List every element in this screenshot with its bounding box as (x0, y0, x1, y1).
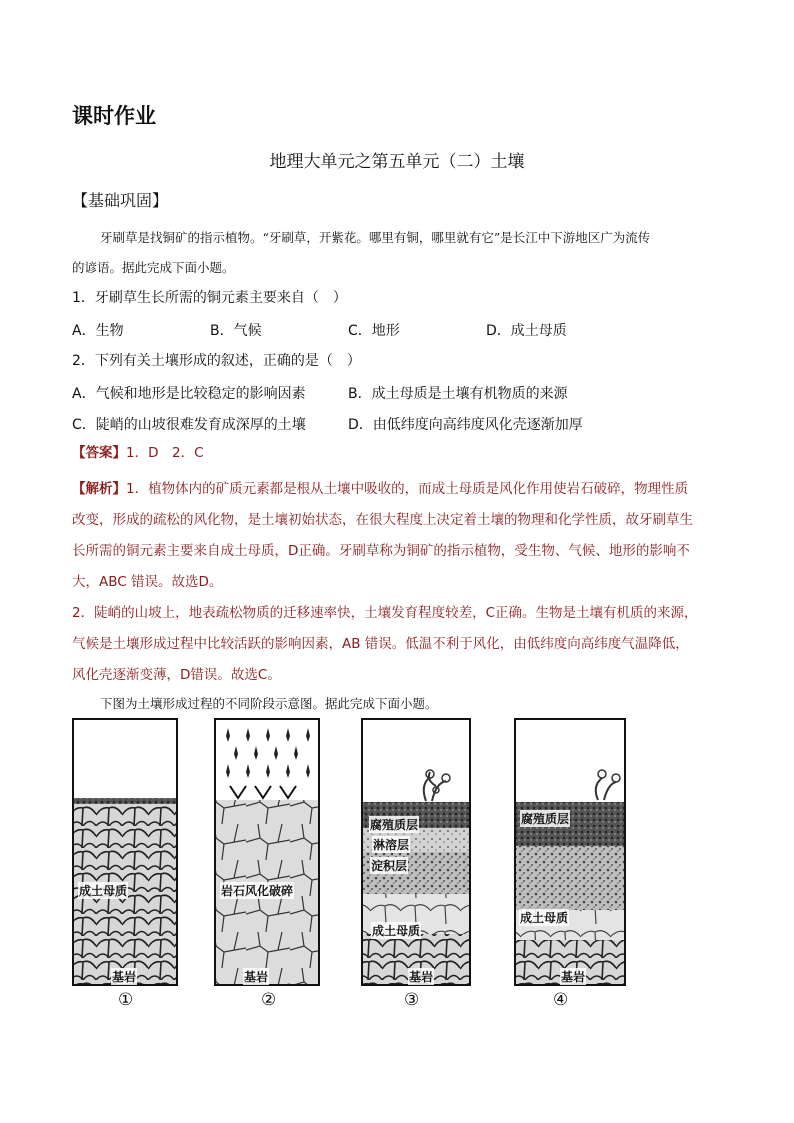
section-heading: 【基础巩固】 (72, 191, 169, 210)
analysis-tag: 【解析】 (72, 481, 126, 497)
answer-text: 1．D 2．C (126, 445, 204, 461)
panel-number-1: ① (118, 990, 134, 1010)
label-bedrock-4: 基岩 (561, 970, 586, 984)
label-bedrock-1: 基岩 (112, 970, 137, 984)
document-title: 地理大单元之第五单元（二）土壤 (269, 152, 525, 172)
answer-line (72, 442, 204, 464)
label-bedrock-2: 基岩 (244, 970, 269, 984)
label-eluvial-3: 淋溶层 (373, 838, 410, 852)
q2-option-c: C．陡峭的山坡很难发育成深厚的土壤 (72, 417, 306, 433)
label-parent-material-4: 成土母质 (520, 911, 569, 925)
analysis-line: 2．陡峭的山坡上，地表疏松物质的迁移速率快，土壤发育程度较差，C正确。生物是土壤有机质的来源， (72, 605, 698, 621)
analysis-line: 风化壳逐渐变薄，D错误。故选C。 (72, 667, 281, 683)
label-humus-4: 腐殖质层 (521, 812, 570, 826)
q2-option-a: A．气候和地形是比较稳定的影响因素 (72, 386, 306, 402)
label-parent-material-3: 成土母质 (372, 924, 421, 938)
page-header-label: 课时作业 (72, 104, 156, 128)
panel-number-3: ③ (404, 990, 420, 1010)
label-bedrock-3: 基岩 (409, 970, 434, 984)
panel-1 (73, 719, 177, 985)
q1-option-a: A．生物 (72, 323, 124, 339)
analysis-line: 气候是土壤形成过程中比较活跃的影响因素，AB 错误。低温不利于风化，由低纬度向高纬度气温降低， (72, 636, 689, 652)
label-humus-3: 腐殖质层 (370, 818, 419, 832)
analysis-block (72, 474, 732, 691)
label-parent-material-1: 成土母质 (79, 884, 128, 898)
analysis-line: 改变，形成的疏松的风化物，是土壤初始状态，在很大程度上决定着土壤的物理和化学性质，故牙刷草生 (72, 512, 693, 528)
label-illuvial-3: 淀积层 (371, 859, 408, 873)
analysis-line: 长所需的铜元素主要来自成土母质，D正确。牙刷草称为铜矿的指示植物，受生物、气候、地形的影响不 (72, 543, 690, 559)
label-weathering: 岩石风化破碎 (221, 884, 294, 898)
passage-line: 的谚语。据此完成下面小题。 (72, 260, 235, 275)
analysis-text: 1．植物体内的矿质元素都是根从土壤中吸收的，而成土母质是风化作用使岩石破碎，物理性质 (126, 481, 689, 497)
figure-intro: 下图为土壤形成过程的不同阶段示意图。据此完成下面小题。 (100, 696, 438, 711)
panel-2 (215, 719, 319, 985)
passage-line: 牙刷草是找铜矿的指示植物。“牙刷草，开紫花。哪里有铜，哪里就有它”是长江中下游地区广为流传 (100, 230, 651, 245)
panel-4 (515, 719, 625, 985)
panel-number-4: ④ (553, 990, 569, 1010)
question-1-stem: 1．牙刷草生长所需的铜元素主要来自（ ） (72, 290, 347, 306)
q1-option-d: D．成土母质 (486, 323, 567, 339)
q1-option-c: C．地形 (348, 323, 400, 339)
q2-option-d: D．由低纬度向高纬度风化壳逐渐加厚 (348, 417, 583, 433)
analysis-line (72, 474, 732, 505)
q1-option-b: B．气候 (210, 323, 262, 339)
answer-tag: 【答案】 (72, 445, 126, 461)
q2-option-b: B．成土母质是土壤有机物质的来源 (348, 386, 568, 402)
question-2-stem: 2．下列有关土壤形成的叙述，正确的是（ ） (72, 353, 361, 369)
analysis-line: 大，ABC 错误。故选D。 (72, 574, 223, 590)
soil-formation-figure (70, 716, 630, 988)
panel-number-2: ② (261, 990, 277, 1010)
